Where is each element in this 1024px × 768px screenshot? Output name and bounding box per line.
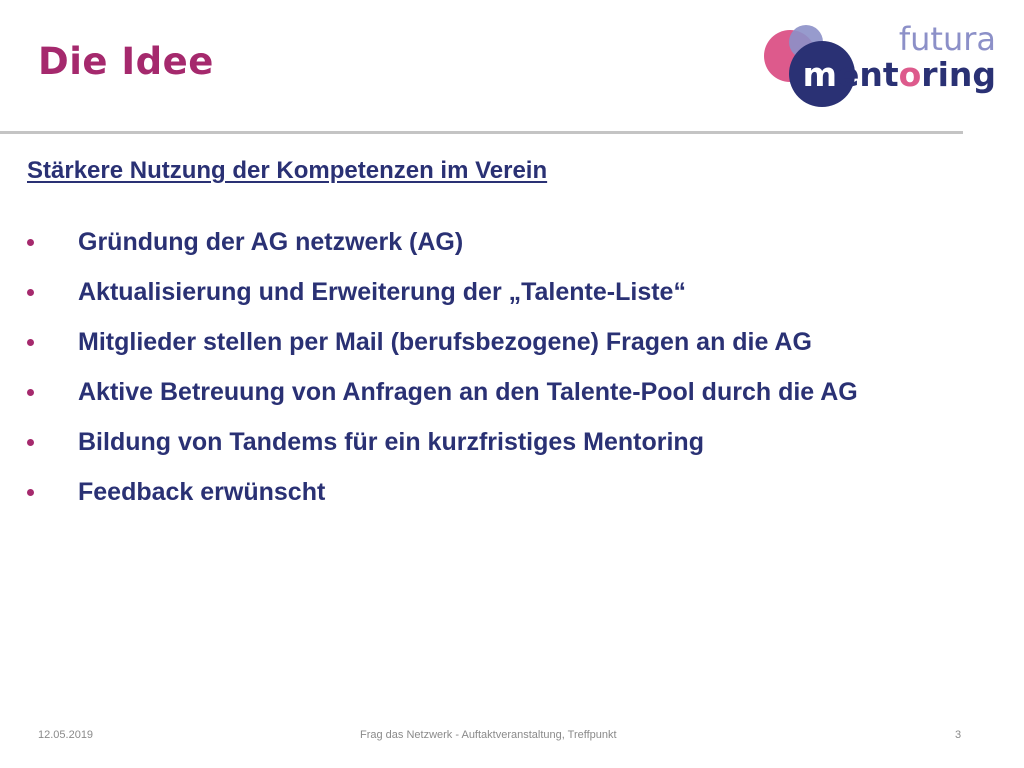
- bullet-dot-icon: [27, 289, 34, 296]
- logo-word-mentoring: mentoring: [802, 55, 996, 94]
- bullet-item: [0, 375, 938, 409]
- logo-word-futura: futura: [898, 20, 996, 58]
- bullet-item: [0, 425, 938, 459]
- bullet-text: Gründung der AG netzwerk (AG): [78, 228, 464, 256]
- title-divider: [0, 131, 963, 134]
- page-number: 3: [955, 729, 962, 741]
- bullet-item: [0, 275, 938, 309]
- bullet-text: Bildung von Tandems für ein kurzfristiges Mentoring: [78, 428, 704, 456]
- bullet-item: [0, 475, 938, 509]
- bullet-dot-icon: [27, 339, 34, 346]
- bullet-dot-icon: [27, 239, 34, 246]
- bullet-item: [0, 225, 938, 259]
- bullet-list: [0, 225, 960, 525]
- bullet-dot-icon: [27, 389, 34, 396]
- bullet-text: Feedback erwünscht: [78, 478, 326, 506]
- bullet-dot-icon: [27, 489, 34, 496]
- bullet-dot-icon: [27, 439, 34, 446]
- futura-mentoring-logo: [760, 20, 1010, 110]
- slide-subtitle: Stärkere Nutzung der Kompetenzen im Verein: [27, 157, 548, 184]
- footer-text: Frag das Netzwerk - Auftaktveranstaltung, Treffpunkt: [360, 729, 617, 741]
- bullet-item: [0, 325, 938, 359]
- bullet-text: Aktive Betreuung von Anfragen an den Talente-Pool durch die AG: [78, 378, 858, 406]
- slide-title: Die Idee: [38, 40, 214, 83]
- bullet-text: Mitglieder stellen per Mail (berufsbezogene) Fragen an die AG: [78, 328, 812, 356]
- footer-date: 12.05.2019: [38, 729, 94, 741]
- bullet-text: Aktualisierung und Erweiterung der „Talente-Liste“: [78, 278, 686, 306]
